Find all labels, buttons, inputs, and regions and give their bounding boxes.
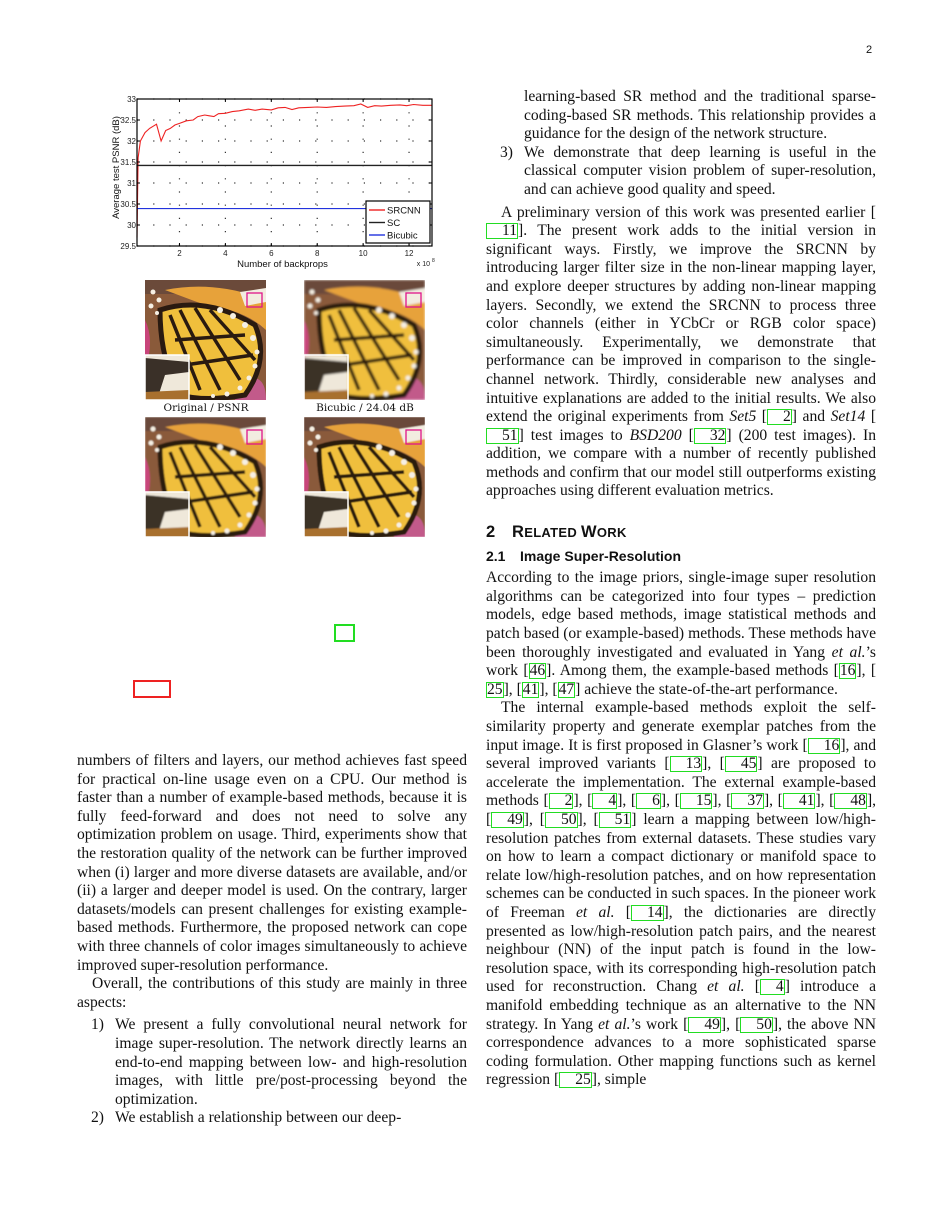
citation-link[interactable]: 41 [522, 680, 539, 698]
x-tick-label: 12 [404, 249, 414, 258]
page-number: 2 [866, 44, 873, 56]
y-axis-label: Average test PSNR (dB) [111, 116, 122, 219]
legend-label-srcnn: SRCNN [387, 205, 421, 217]
citation-link[interactable]: 50 [545, 812, 578, 828]
psnr-chart [100, 88, 440, 273]
y-tick-label: 31.5 [120, 158, 136, 167]
citation-link[interactable]: 6 [636, 793, 661, 809]
caption-original: Original / PSNR [163, 402, 249, 414]
paragraph-speed: numbers of filters and layers, our method achieves fast speed for practical on-line usage even on a CPU. Our method is faster than a number of example-based methods, because it is fully feed-forward and does not need to solve any optimization problem on usage. Third, experiments show that the restoration quality of the network can be further improved when (i) larger and more diverse datasets are available, and/or (ii) a larger and deeper model is used. On the contrary, larger datasets/models can present challenges for existing example-based methods. Furthermore, the proposed network can cope with three channels of color images simultaneously to achieve improved super-resolution performance. [77, 752, 467, 974]
citation-link[interactable]: 49 [491, 812, 524, 828]
citation-link[interactable]: 51 [599, 812, 632, 828]
x-axis-label: Number of backprops [237, 259, 328, 270]
citation-link[interactable]: 41 [783, 793, 816, 809]
y-tick-label: 30 [127, 221, 136, 230]
x-tick-label: 8 [314, 249, 320, 258]
subsection-heading: 2.1 Image Super-Resolution [486, 547, 682, 564]
figure-panel-original [145, 280, 266, 400]
right-column [486, 88, 876, 1090]
citation-link[interactable]: 45 [725, 756, 758, 772]
legend-label-sc: SC [387, 218, 401, 229]
green-annotation-box [334, 624, 355, 642]
list-item-2-continued: learning-based SR method and the traditional sparse-coding-based SR methods. This relationship provides a guidance for the design of the network structure. [524, 88, 876, 143]
external-citations: 2], [ 4], [ 6], [ 15], [ 37], [ 41], [ 48], [ 49], [ 50], [ 51 [486, 792, 877, 828]
figure-panel-sc [145, 417, 266, 537]
citation-link[interactable]: 49 [688, 1017, 721, 1033]
y-tick-label: 32.5 [120, 116, 136, 125]
citation-link[interactable]: 48 [834, 793, 867, 809]
citation-link[interactable]: 50 [740, 1017, 773, 1033]
legend-label-bicubic: Bicubic [387, 230, 418, 242]
y-tick-label: 29.5 [120, 242, 136, 251]
y-tick-label: 32 [127, 137, 136, 146]
citation-link[interactable]: 2 [767, 409, 792, 425]
citation-link[interactable]: 14 [631, 905, 664, 921]
y-tick-label: 30.5 [120, 200, 136, 209]
citation-link[interactable]: 16 [839, 662, 856, 680]
x-multiplier-exponent: 8 [432, 258, 435, 264]
paragraph-preliminary: A preliminary version of this work was presented earlier [11]. The present work adds to the initial version in significant ways. Firstly, we improve the SRCNN by introducing larger filter size in the non-linear mapping layer, and explore deeper structures by adding non-linear mapping layers. Secondly, we extend the SRCNN to process three color channels (either in YCbCr or RGB color space) simultaneously. Experimentally, we demonstrate that performance can be improved in comparison to the single-channel network. Thirdly, considerable new analyses and intuitive explanations are added to the initial results. We also extend the original experiments from Set5 [ 2] and Set14 [51] test images to BSD200 [ 32] (200 test images). In addition, we compare with a number of recently published methods and confirm that our model still outperforms existing approaches using different evaluation metrics. [486, 203, 877, 500]
list-item-2: 2) We establish a relationship between our deep- [91, 1109, 402, 1127]
paragraph-internal-external: The internal example-based methods exploit the self-similarity property and generate exemplar patches from the input image. It is first proposed in Glasner’s work [ 16], and several improved variants [ 13], [ 45] are proposed to accelerate the implementation. The external example-based methods [ 2], [ 4], [ 6], [ 15], [ 37], [ 41], [ 48], [ 49], [ 50], [ 51] learn a mapping between low/high-resolution patches from external datasets. These studies vary on how to learn a compact dictionary or manifold space to relate low/high-resolution patches, and on how representation schemes can be conducted in such spaces. In the pioneer work of Freeman et al. [ 14], the dictionaries are directly presented as low/high-resolution patch pairs, and the nearest neighbour (NN) of the input patch is found in the low-resolution space, with its corresponding high-resolution patch used for reconstruction. Chang et al. [ 4] introduce a manifold embedding technique as an alternative to the NN strategy. In Yang et al.’s work [ 49], [ 50], the above NN correspondence advances to a more sophisticated sparse coding formulation. Other mapping functions such as kernel regression [ 25], simple [486, 699, 877, 1089]
list-item-3: 3) We demonstrate that deep learning is useful in the classical computer vision problem of super-resolution, and can achieve good quality and speed. [500, 143, 876, 198]
figure-panel-srcnn [304, 417, 425, 537]
citation-link[interactable]: 32 [694, 428, 727, 444]
red-annotation-box [133, 680, 171, 698]
citation-link[interactable]: 46 [529, 662, 546, 680]
x-tick-label: 10 [358, 249, 368, 258]
citation-link[interactable]: 51 [486, 428, 519, 444]
citation-link[interactable]: 25 [559, 1072, 592, 1088]
citation-link[interactable]: 4 [760, 979, 785, 995]
x-tick-label: 6 [269, 249, 274, 258]
paragraph-contributions: Overall, the contributions of this study are mainly in three aspects: [77, 975, 467, 1011]
citation-link[interactable]: 13 [670, 756, 703, 772]
x-tick-label: 4 [223, 249, 228, 258]
citation-link[interactable]: 25 [487, 680, 503, 698]
citation-link[interactable]: 16 [808, 738, 841, 754]
paragraph-priors: According to the image priors, single-image super resolution algorithms can be categorized into four types – prediction models, edge based methods, image statistical methods and patch based (or example-based) methods. These methods have been thoroughly investigated and evaluated in Yang et al.’s work [46]. Among them, the example-based methods [16], [25], [41], [47] achieve the state-of-the-art performance. [486, 569, 877, 698]
x-multiplier-label: x 10 [416, 261, 430, 268]
citation-link[interactable]: 4 [592, 793, 617, 809]
citation-link[interactable]: 15 [680, 793, 713, 809]
left-column [77, 752, 467, 1128]
list-item-1: 1) We present a fully convolutional neural network for image super-resolution. The network directly learns an end-to-end mapping between low- and high-resolution images, with little pre/post-processing beyond the optimization. [91, 1016, 467, 1108]
citation-link[interactable]: 2 [549, 793, 574, 809]
x-tick-label: 2 [177, 249, 182, 258]
figure-panel-bicubic [304, 280, 425, 400]
y-tick-label: 33 [127, 95, 136, 104]
citation-link[interactable]: 11 [486, 223, 518, 239]
section-heading: 2 RELATED WORK [486, 523, 627, 542]
citation-link[interactable]: 47 [558, 680, 575, 698]
citation-link[interactable]: 37 [731, 793, 764, 809]
caption-bicubic: Bicubic / 24.04 dB [316, 402, 414, 414]
y-tick-label: 31 [127, 179, 136, 188]
